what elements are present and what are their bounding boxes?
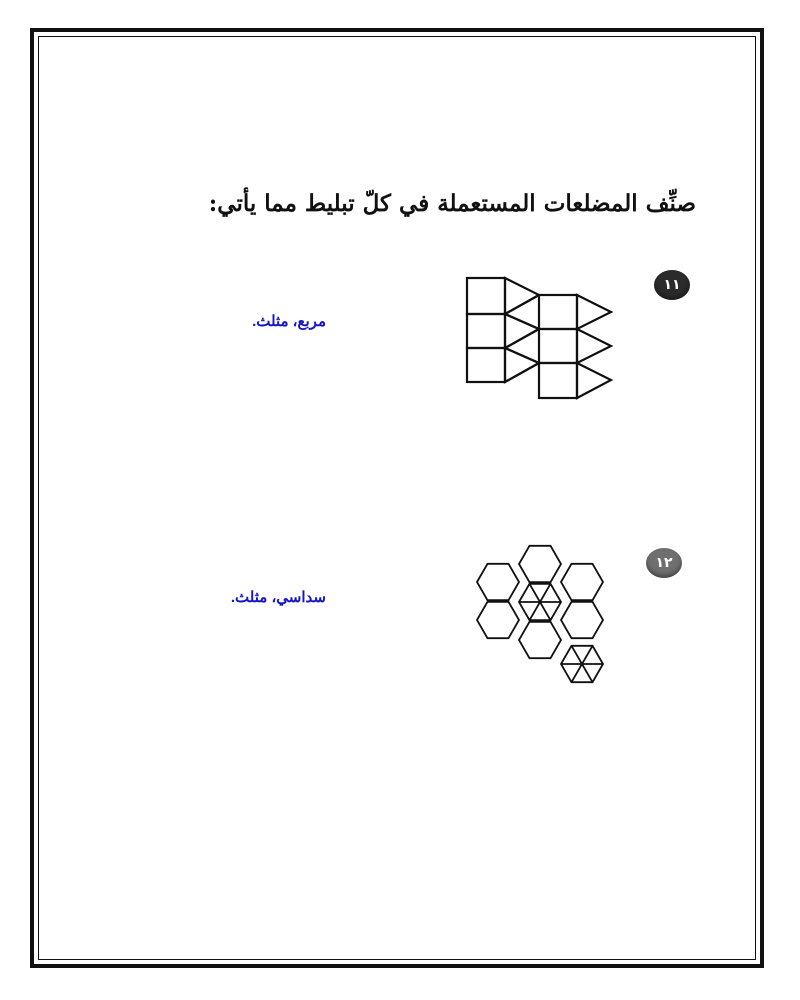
square-triangle-tiling-figure — [460, 270, 620, 405]
hexagon — [477, 602, 519, 638]
page-inner-border — [38, 36, 756, 960]
hexagon-triangle-tiling-figure — [466, 540, 616, 690]
hexagon — [477, 564, 519, 600]
hexagon — [519, 622, 561, 658]
problem-number-badge: ١٢ — [646, 548, 682, 578]
problem-number-badge: ١١ — [654, 270, 690, 300]
answer-text: سداسي، مثلث. — [230, 589, 326, 606]
hexagon — [519, 546, 561, 582]
answer-text: مربع، مثلث. — [252, 313, 326, 330]
instruction-heading: صنِّف المضلعات المستعملة في كلّ تبليط مما يأتي: — [208, 190, 696, 217]
hexagon — [561, 564, 603, 600]
hexagon — [561, 602, 603, 638]
